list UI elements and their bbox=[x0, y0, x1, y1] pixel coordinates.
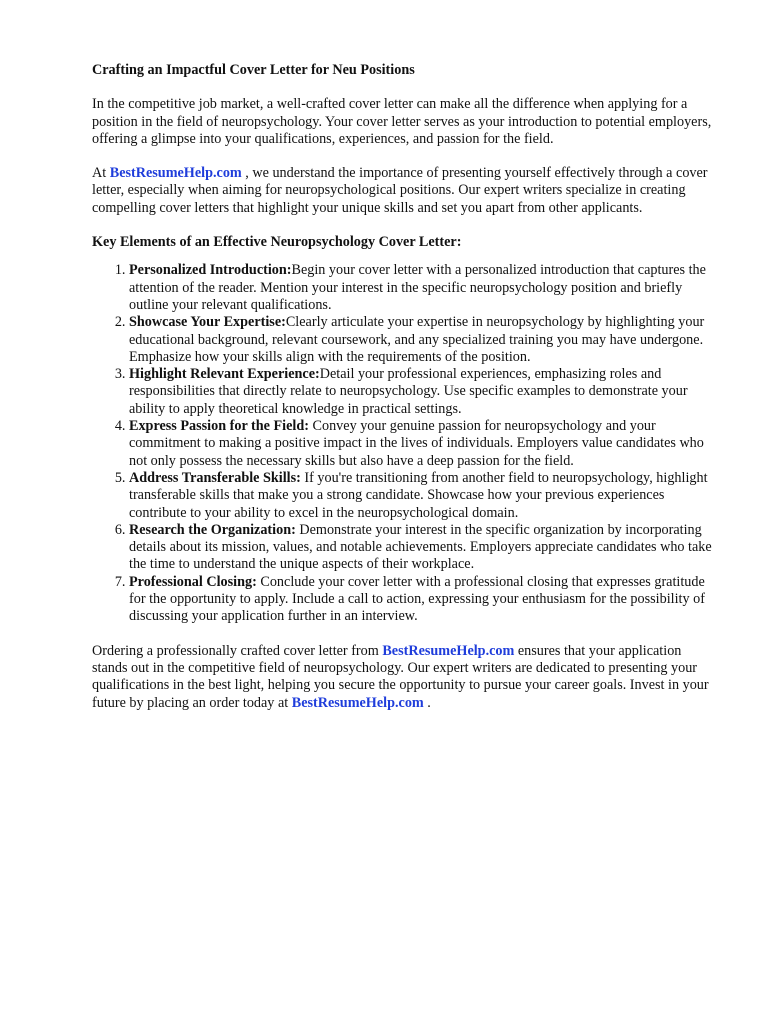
list-item bbox=[129, 522, 714, 574]
list-item-text: Conclude your cover letter with a professional closing that expresses gratitude for the opportunity to apply. Include a call to action, expressing your enthusiasm for the possibility of discussing your application further in an interview. bbox=[129, 573, 705, 625]
list-item-heading: Professional Closing: bbox=[129, 573, 257, 590]
bestresumehelp-link[interactable]: BestResumeHelp.com bbox=[382, 642, 515, 659]
list-item-heading: Address Transferable Skills: bbox=[129, 469, 301, 486]
bestresumehelp-link[interactable]: BestResumeHelp.com bbox=[291, 694, 424, 711]
intro-paragraph: In the competitive job market, a well-crafted cover letter can make all the difference when applying for a position in the field of neuropsychology. Your cover letter serves as your introduction to potential employers, offering a glimpse into your qualifications, experiences, and passion for the field. bbox=[92, 96, 712, 147]
list-item-text: Clearly articulate your expertise in neuropsychology by highlighting your educational background, relevant coursework, and any specialized training you may have undergone. Emphasize how your skills align with the requirements of the position. bbox=[129, 314, 705, 365]
list-item bbox=[129, 314, 714, 366]
list-item bbox=[129, 418, 714, 470]
list-item-heading: Research the Organization: bbox=[129, 521, 296, 538]
list-item-text: Demonstrate your interest in the specific organization by incorporating details about its mission, values, and notable achievements. Employers appreciate candidates who take the time to understand the unique aspects of their workplace. bbox=[129, 521, 712, 573]
list-item-heading: Personalized Introduction: bbox=[129, 262, 292, 279]
list-item bbox=[129, 366, 714, 418]
section-heading: Key Elements of an Effective Neuropsychology Cover Letter: bbox=[92, 234, 462, 251]
list-item-heading: Express Passion for the Field: bbox=[129, 418, 309, 435]
list-item-text: Begin your cover letter with a personalized introduction that captures the attention of the reader. Mention your interest in the specific neuropsychology position and briefly outline your relevant qualifications. bbox=[129, 262, 706, 313]
list-item-text: Convey your genuine passion for neuropsychology and your commitment to making a positive impact in the lives of individuals. Employers value candidates who not only possess the necessary skills but also have a deep passion for the field. bbox=[129, 418, 704, 469]
list-item bbox=[129, 262, 714, 314]
closing-paragraph-text: ensures that your application stands out in the competitive field of neuropsychology. Our expert writers are dedicated to presenting your qualifications in the best light, helping you secure the opportunity to pursue your career goals. Invest in your future by placing an order today at bbox=[92, 642, 709, 711]
list-item-text: If you're transitioning from another field to neuropsychology, highlight transferable skills that make you a strong candidate. Showcase how your previous experiences contribute to your ability to excel in the neuropsychological domain. bbox=[129, 469, 708, 521]
list-item bbox=[129, 470, 714, 522]
service-paragraph bbox=[92, 165, 714, 217]
service-paragraph-text: , we understand the importance of presenting yourself effectively through a cover letter, especially when aiming for neuropsychological positions. Our expert writers specialize in creating compelling cover letters that highlight your unique skills and set you apart from other applicants. bbox=[92, 165, 708, 216]
closing-paragraph-prefix: Ordering a professionally crafted cover letter from bbox=[92, 642, 383, 659]
list-item-heading: Highlight Relevant Experience: bbox=[129, 366, 320, 383]
closing-paragraph-suffix: . bbox=[423, 694, 431, 711]
service-paragraph-prefix: At bbox=[92, 165, 110, 182]
bestresumehelp-link[interactable]: BestResumeHelp.com bbox=[109, 165, 242, 182]
page-title: Crafting an Impactful Cover Letter for Neu Positions bbox=[92, 62, 415, 78]
closing-paragraph bbox=[92, 643, 714, 712]
list-item-text: Detail your professional experiences, emphasizing roles and responsibilities that directly relate to neuropsychology. Use specific examples to demonstrate your ability to apply theoretical knowledge in practical settings. bbox=[129, 366, 688, 417]
list-item bbox=[129, 574, 714, 626]
key-elements-list bbox=[92, 262, 714, 625]
list-item-heading: Showcase Your Expertise: bbox=[129, 314, 286, 331]
